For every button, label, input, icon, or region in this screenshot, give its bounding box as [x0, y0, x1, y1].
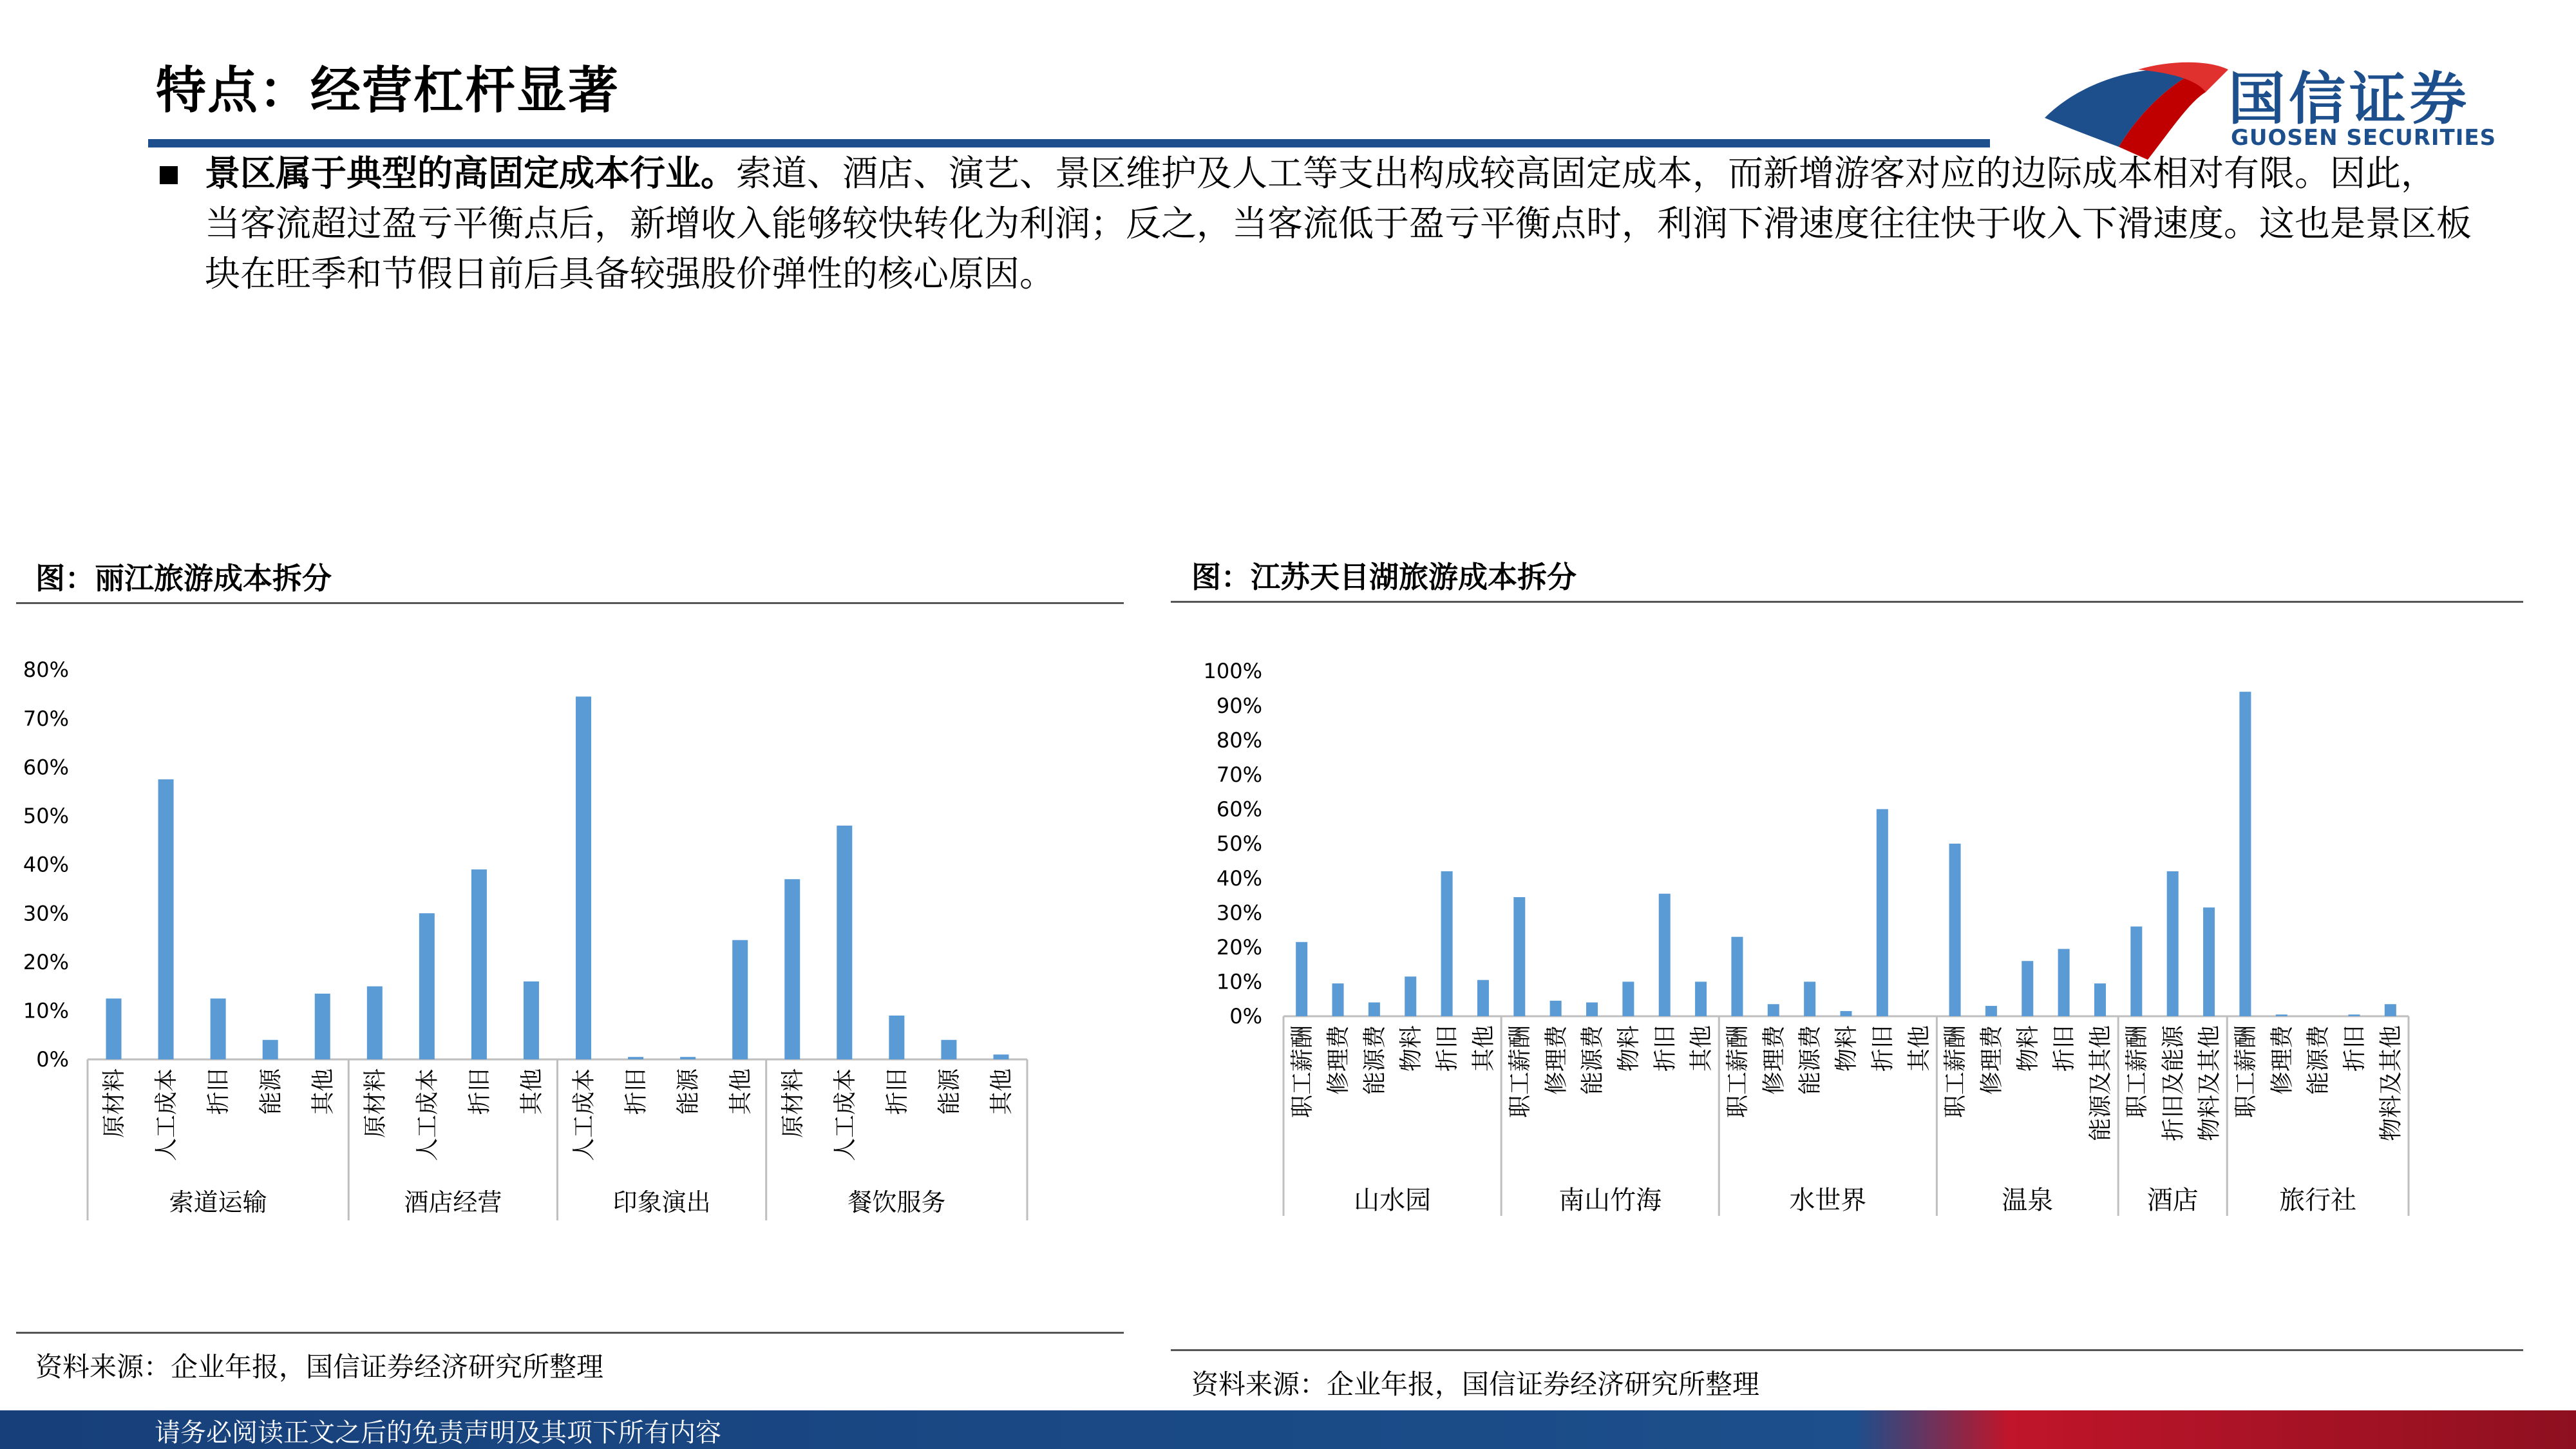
- right-bar: [1695, 981, 1707, 1016]
- left-ytick-label: 20%: [23, 949, 69, 974]
- left-bar: [993, 1054, 1009, 1059]
- right-category-label: 物料及其他: [2196, 1025, 2223, 1142]
- right-category-label: 职工薪酬: [2233, 1025, 2260, 1119]
- left-group-label: 印象演出: [612, 1188, 711, 1217]
- right-bar: [1550, 1001, 1562, 1016]
- right-bar: [2239, 692, 2251, 1016]
- logo-text-en: GUOSEN SECURITIES: [2231, 125, 2497, 151]
- right-ytick-label: 70%: [1216, 762, 1262, 787]
- right-source: 资料来源：企业年报，国信证券经济研究所整理: [1191, 1368, 1760, 1400]
- left-category-label: 折旧: [884, 1068, 911, 1115]
- right-ytick-label: 10%: [1216, 969, 1262, 994]
- left-category-label: 其他: [310, 1068, 337, 1115]
- right-bar: [1877, 809, 1888, 1016]
- left-bar: [106, 998, 122, 1059]
- right-category-label: 物料: [1397, 1025, 1425, 1072]
- left-bar: [158, 779, 174, 1059]
- right-category-label: 修理费: [1761, 1025, 1788, 1095]
- left-category-label: 原材料: [101, 1068, 128, 1139]
- right-category-label: 折旧: [1870, 1025, 1897, 1072]
- right-category-label: 能源费: [2305, 1025, 2332, 1095]
- left-category-label: 人工成本: [831, 1068, 858, 1162]
- left-source: 资料来源：企业年报，国信证券经济研究所整理: [35, 1351, 604, 1383]
- left-bar: [837, 826, 852, 1059]
- right-bar: [1296, 942, 1307, 1016]
- right-bar: [1477, 980, 1489, 1016]
- footer-disclaimer: 请务必阅读正文之后的免责声明及其项下所有内容: [155, 1418, 721, 1448]
- left-chart-title: 图：丽江旅游成本拆分: [35, 561, 332, 596]
- right-category-label: 其他: [1906, 1025, 1933, 1072]
- right-category-label: 其他: [1688, 1025, 1715, 1072]
- bullet-lead: 景区属于典型的高固定成本行业。: [205, 153, 737, 194]
- right-bar: [2058, 949, 2070, 1016]
- right-ytick-label: 50%: [1216, 831, 1262, 857]
- left-bar: [315, 994, 330, 1059]
- right-category-label: 职工薪酬: [1942, 1025, 1969, 1119]
- right-ytick-label: 90%: [1216, 693, 1262, 718]
- left-bar: [680, 1057, 696, 1059]
- right-category-label: 修理费: [2269, 1025, 2296, 1095]
- right-bar: [1405, 976, 1416, 1016]
- left-bar: [576, 697, 591, 1059]
- right-category-label: 折旧: [1434, 1025, 1461, 1072]
- left-ytick-label: 10%: [23, 998, 69, 1023]
- right-category-label: 职工薪酬: [1725, 1025, 1752, 1119]
- right-category-label: 职工薪酬: [1506, 1025, 1533, 1119]
- left-category-label: 能源: [258, 1068, 285, 1115]
- right-bar: [1368, 1003, 1380, 1016]
- left-category-label: 原材料: [779, 1068, 806, 1139]
- right-ytick-label: 80%: [1216, 728, 1262, 753]
- left-ytick-label: 80%: [23, 658, 69, 683]
- left-category-label: 人工成本: [414, 1068, 441, 1162]
- left-bar: [628, 1057, 643, 1059]
- left-group-label: 酒店经营: [404, 1188, 502, 1217]
- left-category-label: 其他: [989, 1068, 1016, 1115]
- right-group-label: 酒店: [2146, 1186, 2199, 1215]
- right-bar: [2203, 907, 2215, 1016]
- left-chart: [16, 644, 1124, 1245]
- bullet-body: 索道、酒店、演艺、景区维护及人工等支出构成较高固定成本，而新增游客对应的边际成本相对有限。因此，当客流超过盈亏平衡点后，新增收入能够较快转化为利润；反之，当客流低于盈亏平衡点时，利润下滑速度往往快于收入下滑速度。这也是景区板块在旺季和节假日前后具备较强股价弹性的核心原因。: [205, 153, 2472, 294]
- left-category-label: 人工成本: [153, 1068, 180, 1162]
- right-bar: [1441, 871, 1453, 1016]
- right-group-label: 旅行社: [2279, 1186, 2357, 1215]
- left-category-label: 其他: [518, 1068, 545, 1115]
- left-top-rule: [16, 602, 1124, 604]
- right-ytick-label: 0%: [1229, 1004, 1262, 1029]
- right-bar: [1804, 981, 1815, 1016]
- right-bar: [1332, 983, 1344, 1016]
- left-category-label: 人工成本: [571, 1068, 598, 1162]
- left-bar: [211, 998, 226, 1059]
- right-bar: [2130, 927, 2142, 1016]
- right-bar-chart: [1171, 644, 2523, 1243]
- page-title: 特点：经营杠杆显著: [156, 62, 620, 120]
- right-category-label: 折旧: [2342, 1025, 2369, 1072]
- right-category-label: 其他: [1470, 1025, 1497, 1072]
- left-bar: [784, 879, 800, 1059]
- left-bar: [419, 913, 435, 1059]
- logo-text-cn: 国信证券: [2228, 66, 2471, 132]
- right-bar: [1949, 844, 1961, 1016]
- left-group-label: 索道运输: [169, 1188, 267, 1217]
- right-group-label: 山水园: [1354, 1186, 1432, 1215]
- left-category-label: 能源: [936, 1068, 963, 1115]
- bullet-marker: [160, 166, 178, 184]
- left-ytick-label: 40%: [23, 852, 69, 877]
- left-bar: [263, 1040, 278, 1059]
- right-category-label: 修理费: [1325, 1025, 1352, 1095]
- title-rule: [148, 139, 1990, 147]
- right-category-label: 能源费: [1361, 1025, 1388, 1095]
- right-bar: [2022, 961, 2033, 1016]
- left-category-label: 原材料: [362, 1068, 389, 1139]
- left-category-label: 折旧: [205, 1068, 232, 1115]
- right-category-label: 折旧: [2051, 1025, 2078, 1072]
- left-bar: [889, 1016, 904, 1059]
- left-ytick-label: 0%: [36, 1047, 69, 1072]
- right-group-label: 水世界: [1789, 1186, 1867, 1215]
- right-bar: [2276, 1014, 2287, 1016]
- right-bottom-rule: [1171, 1349, 2523, 1351]
- right-category-label: 物料: [1615, 1025, 1642, 1072]
- right-category-label: 能源费: [1797, 1025, 1824, 1095]
- right-category-label: 职工薪酬: [2123, 1025, 2150, 1119]
- right-bar: [2094, 983, 2106, 1016]
- right-bar: [1622, 981, 1634, 1016]
- right-bar: [1768, 1004, 1779, 1016]
- left-category-label: 折旧: [466, 1068, 493, 1115]
- left-bar: [941, 1040, 956, 1059]
- right-category-label: 职工薪酬: [1289, 1025, 1316, 1119]
- left-bar: [471, 869, 487, 1059]
- right-category-label: 折旧: [1652, 1025, 1679, 1072]
- left-bar: [367, 987, 383, 1059]
- left-category-label: 能源: [675, 1068, 702, 1115]
- left-category-label: 其他: [727, 1068, 754, 1115]
- right-bar: [2348, 1014, 2360, 1016]
- left-category-label: 折旧: [623, 1068, 650, 1115]
- left-bar: [524, 981, 539, 1059]
- right-category-label: 能源费: [1579, 1025, 1606, 1095]
- right-ytick-label: 30%: [1216, 900, 1262, 925]
- right-group-label: 南山竹海: [1558, 1186, 1662, 1215]
- right-category-label: 修理费: [1543, 1025, 1570, 1095]
- left-bottom-rule: [16, 1332, 1124, 1334]
- left-group-label: 餐饮服务: [848, 1188, 946, 1217]
- right-category-label: 物料及其他: [2378, 1025, 2405, 1142]
- left-bar-chart: [16, 644, 1124, 1243]
- right-category-label: 物料: [2014, 1025, 2041, 1072]
- right-top-rule: [1171, 601, 2523, 603]
- right-ytick-label: 60%: [1216, 797, 1262, 822]
- right-bar: [1513, 897, 1525, 1016]
- left-bar: [732, 940, 748, 1059]
- right-ytick-label: 20%: [1216, 935, 1262, 960]
- right-ytick-label: 40%: [1216, 866, 1262, 891]
- right-bar: [1731, 937, 1743, 1016]
- right-category-label: 折旧及能源: [2160, 1025, 2187, 1142]
- right-group-label: 温泉: [2002, 1186, 2054, 1215]
- right-ytick-label: 100%: [1203, 659, 1262, 684]
- right-chart: [1171, 644, 2523, 1245]
- right-category-label: 修理费: [1978, 1025, 2005, 1095]
- bullet-paragraph: [205, 148, 2472, 299]
- right-bar: [2385, 1004, 2396, 1016]
- right-bar: [1985, 1006, 1997, 1016]
- left-ytick-label: 30%: [23, 901, 69, 926]
- right-bar: [1841, 1011, 1852, 1016]
- right-bar: [2167, 871, 2179, 1016]
- right-chart-title: 图：江苏天目湖旅游成本拆分: [1191, 560, 1577, 594]
- left-ytick-label: 60%: [23, 755, 69, 780]
- left-ytick-label: 70%: [23, 706, 69, 731]
- right-bar: [1586, 1003, 1598, 1016]
- right-bar: [1659, 894, 1671, 1016]
- right-category-label: 能源及其他: [2087, 1025, 2114, 1142]
- left-ytick-label: 50%: [23, 804, 69, 829]
- right-category-label: 物料: [1833, 1025, 1861, 1072]
